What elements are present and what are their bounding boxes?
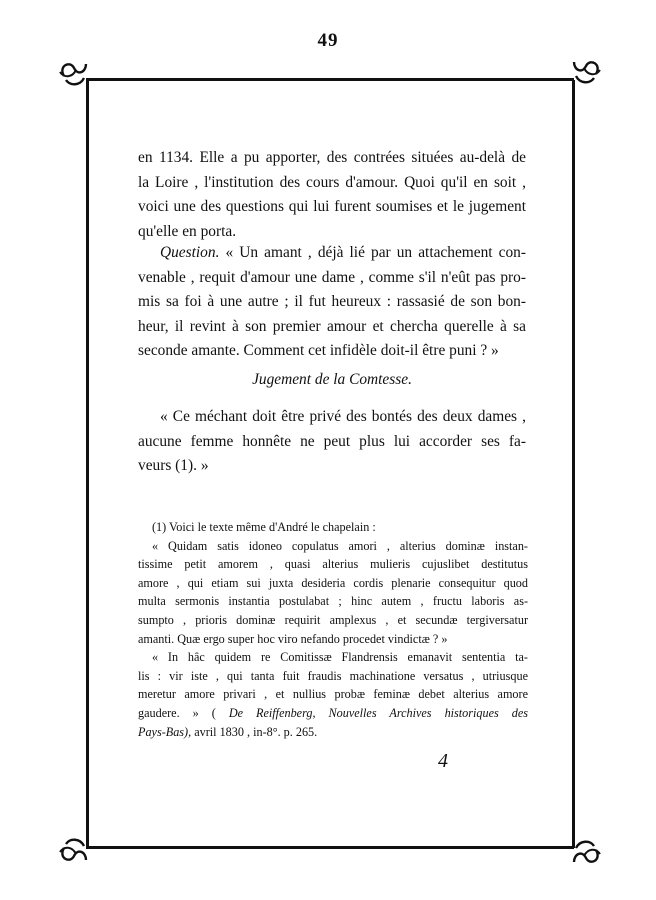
footnote-line: meretur amore privari , et nullius probæ feminæ debet alterius amore <box>138 687 528 702</box>
frame-top-rule <box>86 78 574 81</box>
text-line: seconde amante. Comment cet infidèle doit-il être puni ? » <box>138 342 499 359</box>
footnote-source-title-end: Pays-Bas), <box>138 724 192 739</box>
question-label: Question. <box>160 244 220 261</box>
footnote-line <box>138 723 528 742</box>
footnote-line: « Quidam satis idoneo copulatus amori , alterius dominæ instan- <box>152 538 528 553</box>
footnote-text: gaudere. » <box>138 705 199 720</box>
paragraph-intro <box>138 146 526 244</box>
corner-ornament-icon <box>56 56 90 90</box>
text-line: venable , requit d'amour une dame , comme s'il n'eût pas pro- <box>138 268 526 286</box>
text-line <box>138 241 526 266</box>
footnote-line <box>138 704 528 723</box>
text-line: heur, il revint à son premier amour et chercha querelle à sa <box>138 317 526 335</box>
text-line: qu'elle en porta. <box>138 222 237 240</box>
footnote-line: « In hâc quidem re Comitissæ Flandrensis emanavit sententia ta- <box>152 650 528 665</box>
footnote <box>138 518 528 741</box>
footnote-source-details: avril 1830 , in-8°. p. 265. <box>191 724 318 739</box>
page-number: 49 <box>317 30 339 51</box>
footnote-intro: (1) Voici le texte même d'André le chapelain : <box>152 520 376 534</box>
section-heading: Jugement de la Comtesse. <box>252 371 412 388</box>
corner-ornament-icon <box>56 834 90 868</box>
footnote-line: sumpto , prioris dominæ requirit amplexus , et secundæ tergiversatur <box>138 612 528 627</box>
text-line: voici une des questions qui lui furent soumises et le jugement <box>138 198 526 215</box>
text-line: en 1134. Elle a pu apporter, des contrées situées au-delà de <box>138 149 526 166</box>
corner-ornament-icon <box>570 836 604 870</box>
footnote-line: tissime petit amorem , quasi alterius mulieris cujuslibet destitutus <box>138 557 528 572</box>
footnote-line: lis : vir iste , qui tanta fuit fraudis machinatione versatus , utriusque <box>138 668 528 683</box>
footnote-line: amore , qui etiam sui juxta desideria cordis plenarie consequitur quod <box>138 575 528 590</box>
footnote-source-open: ( <box>198 705 229 720</box>
footnote-line: multa sermonis instantia postulabat ; hinc autem , fructu laboris as- <box>138 594 528 609</box>
text-line: aucune femme honnête ne peut plus lui accorder ses fa- <box>138 432 526 450</box>
paragraph-judgement <box>138 405 526 479</box>
footnote-source-title: De Reiffenberg, Nouvelles Archives historiques des <box>228 705 528 720</box>
text-line: « Ce méchant doit être privé des bontés des deux dames , <box>160 408 526 425</box>
frame-bottom-rule <box>86 846 574 849</box>
question-first-line: « Un amant , déjà lié par un attachement con- <box>219 244 526 261</box>
signature-mark: 4 <box>438 750 448 772</box>
footnote-line: amanti. Quæ ergo super hoc viro nefando procedet vindictæ ? » <box>138 631 448 646</box>
frame-left-rule <box>86 80 89 848</box>
corner-ornament-icon <box>570 54 604 88</box>
frame-right-rule <box>572 80 575 848</box>
text-line: veurs (1). » <box>138 457 209 474</box>
text-line: la Loire , l'institution des cours d'amour. Quoi qu'il en soit , <box>138 173 526 191</box>
paragraph-question <box>138 241 526 364</box>
text-line: mis sa foi à une autre ; il fut heureux : rassasié de son bon- <box>138 293 526 310</box>
